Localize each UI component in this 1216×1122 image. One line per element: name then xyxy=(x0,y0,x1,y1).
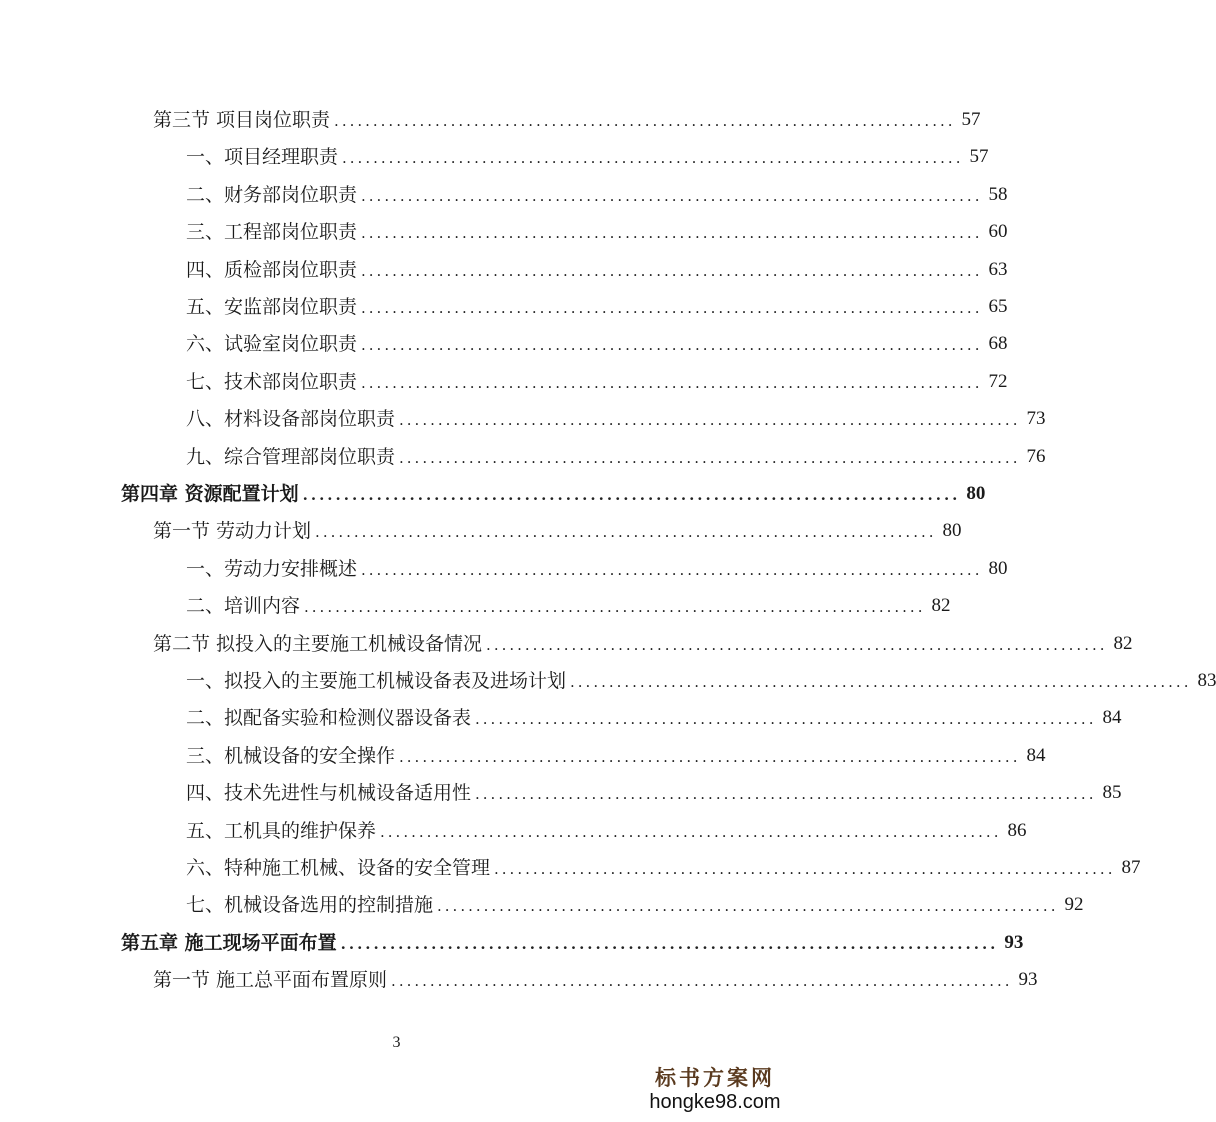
toc-entry-page: 65 xyxy=(988,296,1008,317)
toc-entry-page: 68 xyxy=(988,333,1008,354)
toc-entry-page: 93 xyxy=(1018,969,1038,990)
toc-entry-item[interactable] xyxy=(186,256,1008,282)
toc-entry-title: 二、财务部岗位职责 xyxy=(186,184,358,206)
toc-entry-page: 72 xyxy=(988,371,1008,392)
toc-entry-title: 一、拟投入的主要施工机械设备表及进场计划 xyxy=(186,670,567,692)
toc-entry-page: 80 xyxy=(988,558,1008,579)
toc-entry-title: 第三节 项目岗位职责 xyxy=(153,109,331,131)
toc-entry-title: 二、培训内容 xyxy=(186,595,301,617)
watermark-title: 标书方案网 xyxy=(655,1065,775,1090)
toc-entry-item[interactable] xyxy=(186,405,1046,431)
watermark-url: hongke98.com xyxy=(649,1091,781,1113)
toc-entry-page: 84 xyxy=(1026,745,1046,766)
toc-entry-chapter[interactable] xyxy=(121,480,986,506)
toc-entry-section[interactable] xyxy=(153,106,981,132)
toc-entry-page: 60 xyxy=(988,221,1008,242)
toc-entry-item[interactable] xyxy=(186,555,1008,581)
toc-dot-leader: ................................................................................ xyxy=(475,710,1097,728)
toc-entry-page: 82 xyxy=(1113,633,1133,654)
toc-entry-item[interactable] xyxy=(186,779,1122,805)
toc-entry-page: 76 xyxy=(1026,446,1046,467)
toc-dot-leader: ................................................................................ xyxy=(399,748,1021,766)
toc-entry-section[interactable] xyxy=(153,966,1038,992)
toc-dot-leader: ................................................................................ xyxy=(399,449,1021,467)
toc-entry-item[interactable] xyxy=(186,742,1046,768)
toc-dot-leader: ................................................................................ xyxy=(494,860,1116,878)
toc-entry-title: 七、技术部岗位职责 xyxy=(186,371,358,393)
toc-dot-leader: ................................................................................ xyxy=(361,374,983,392)
toc-entry-title: 五、工机具的维护保养 xyxy=(186,820,377,842)
toc-entry-title: 四、技术先进性与机械设备适用性 xyxy=(186,782,472,804)
toc-dot-leader: ................................................................................ xyxy=(340,935,999,953)
toc-entry-page: 82 xyxy=(931,595,951,616)
toc-entry-page: 73 xyxy=(1026,408,1046,429)
toc-entry-title: 第二节 拟投入的主要施工机械设备情况 xyxy=(153,633,483,655)
toc-entry-item[interactable] xyxy=(186,293,1008,319)
toc-dot-leader: ................................................................................ xyxy=(486,636,1108,654)
toc-entry-page: 87 xyxy=(1121,857,1141,878)
toc-dot-leader: ................................................................................ xyxy=(334,112,956,130)
toc-entry-title: 第一节 劳动力计划 xyxy=(153,520,312,542)
toc-dot-leader: ................................................................................ xyxy=(361,224,983,242)
toc-entry-title: 六、试验室岗位职责 xyxy=(186,333,358,355)
toc-entry-item[interactable] xyxy=(186,181,1008,207)
toc-dot-leader: ................................................................................ xyxy=(361,299,983,317)
toc-entry-title: 七、机械设备选用的控制措施 xyxy=(186,894,434,916)
toc-entry-page: 93 xyxy=(1004,932,1024,953)
toc-dot-leader: ................................................................................ xyxy=(361,262,983,280)
toc-entry-page: 84 xyxy=(1102,707,1122,728)
toc-entry-item[interactable] xyxy=(186,368,1008,394)
toc-dot-leader: ................................................................................ xyxy=(475,785,1097,803)
toc-dot-leader: ................................................................................ xyxy=(361,561,983,579)
toc-entry-page: 58 xyxy=(988,184,1008,205)
toc-entry-item[interactable] xyxy=(186,667,1216,693)
watermark-logo xyxy=(640,1066,790,1114)
toc-entry-page: 80 xyxy=(942,520,962,541)
toc-entry-page: 80 xyxy=(966,483,986,504)
toc-entry-item[interactable] xyxy=(186,854,1141,880)
toc-dot-leader: ................................................................................ xyxy=(391,972,1013,990)
toc-entry-item[interactable] xyxy=(186,891,1084,917)
toc-entry-page: 86 xyxy=(1007,820,1027,841)
toc-dot-leader: ................................................................................ xyxy=(380,823,1002,841)
toc-dot-leader: ................................................................................ xyxy=(437,897,1059,915)
toc-entry-item[interactable] xyxy=(186,330,1008,356)
toc-entry-chapter[interactable] xyxy=(121,929,1024,955)
toc-entry-title: 三、工程部岗位职责 xyxy=(186,221,358,243)
toc-entry-page: 83 xyxy=(1197,670,1216,691)
toc-dot-leader: ................................................................................ xyxy=(361,336,983,354)
toc-entry-page: 63 xyxy=(988,259,1008,280)
toc-dot-leader: ................................................................................ xyxy=(342,149,964,167)
toc-entry-item[interactable] xyxy=(186,143,989,169)
toc-entry-item[interactable] xyxy=(186,443,1046,469)
toc-entry-title: 六、特种施工机械、设备的安全管理 xyxy=(186,857,491,879)
toc-entry-title: 第一节 施工总平面布置原则 xyxy=(153,969,388,991)
toc-entry-item[interactable] xyxy=(186,218,1008,244)
toc-entry-title: 八、材料设备部岗位职责 xyxy=(186,408,396,430)
toc-entry-item[interactable] xyxy=(186,817,1027,843)
toc-entry-page: 57 xyxy=(969,146,989,167)
toc-entry-item[interactable] xyxy=(186,704,1122,730)
page-number: 3 xyxy=(392,1034,401,1051)
toc-entry-title: 第四章 资源配置计划 xyxy=(121,483,299,505)
toc-dot-leader: ................................................................................ xyxy=(361,187,983,205)
toc-dot-leader: ................................................................................ xyxy=(399,411,1021,429)
toc-entry-page: 57 xyxy=(961,109,981,130)
toc-entry-title: 一、项目经理职责 xyxy=(186,146,339,168)
toc-entry-title: 四、质检部岗位职责 xyxy=(186,259,358,281)
toc-dot-leader: ................................................................................ xyxy=(315,523,937,541)
toc-entry-page: 92 xyxy=(1064,894,1084,915)
toc-dot-leader: ................................................................................ xyxy=(304,598,926,616)
toc-entry-page: 85 xyxy=(1102,782,1122,803)
toc-entry-item[interactable] xyxy=(186,592,951,618)
toc-dot-leader: ................................................................................ xyxy=(302,486,961,504)
toc-dot-leader: ................................................................................ xyxy=(570,673,1192,691)
toc-entry-title: 一、劳动力安排概述 xyxy=(186,558,358,580)
toc-entry-title: 二、拟配备实验和检测仪器设备表 xyxy=(186,707,472,729)
toc-entry-section[interactable] xyxy=(153,517,962,543)
toc-entry-section[interactable] xyxy=(153,630,1133,656)
toc-entry-title: 三、机械设备的安全操作 xyxy=(186,745,396,767)
toc-entry-title: 第五章 施工现场平面布置 xyxy=(121,932,337,954)
toc-entry-title: 九、综合管理部岗位职责 xyxy=(186,446,396,468)
toc-entry-title: 五、安监部岗位职责 xyxy=(186,296,358,318)
